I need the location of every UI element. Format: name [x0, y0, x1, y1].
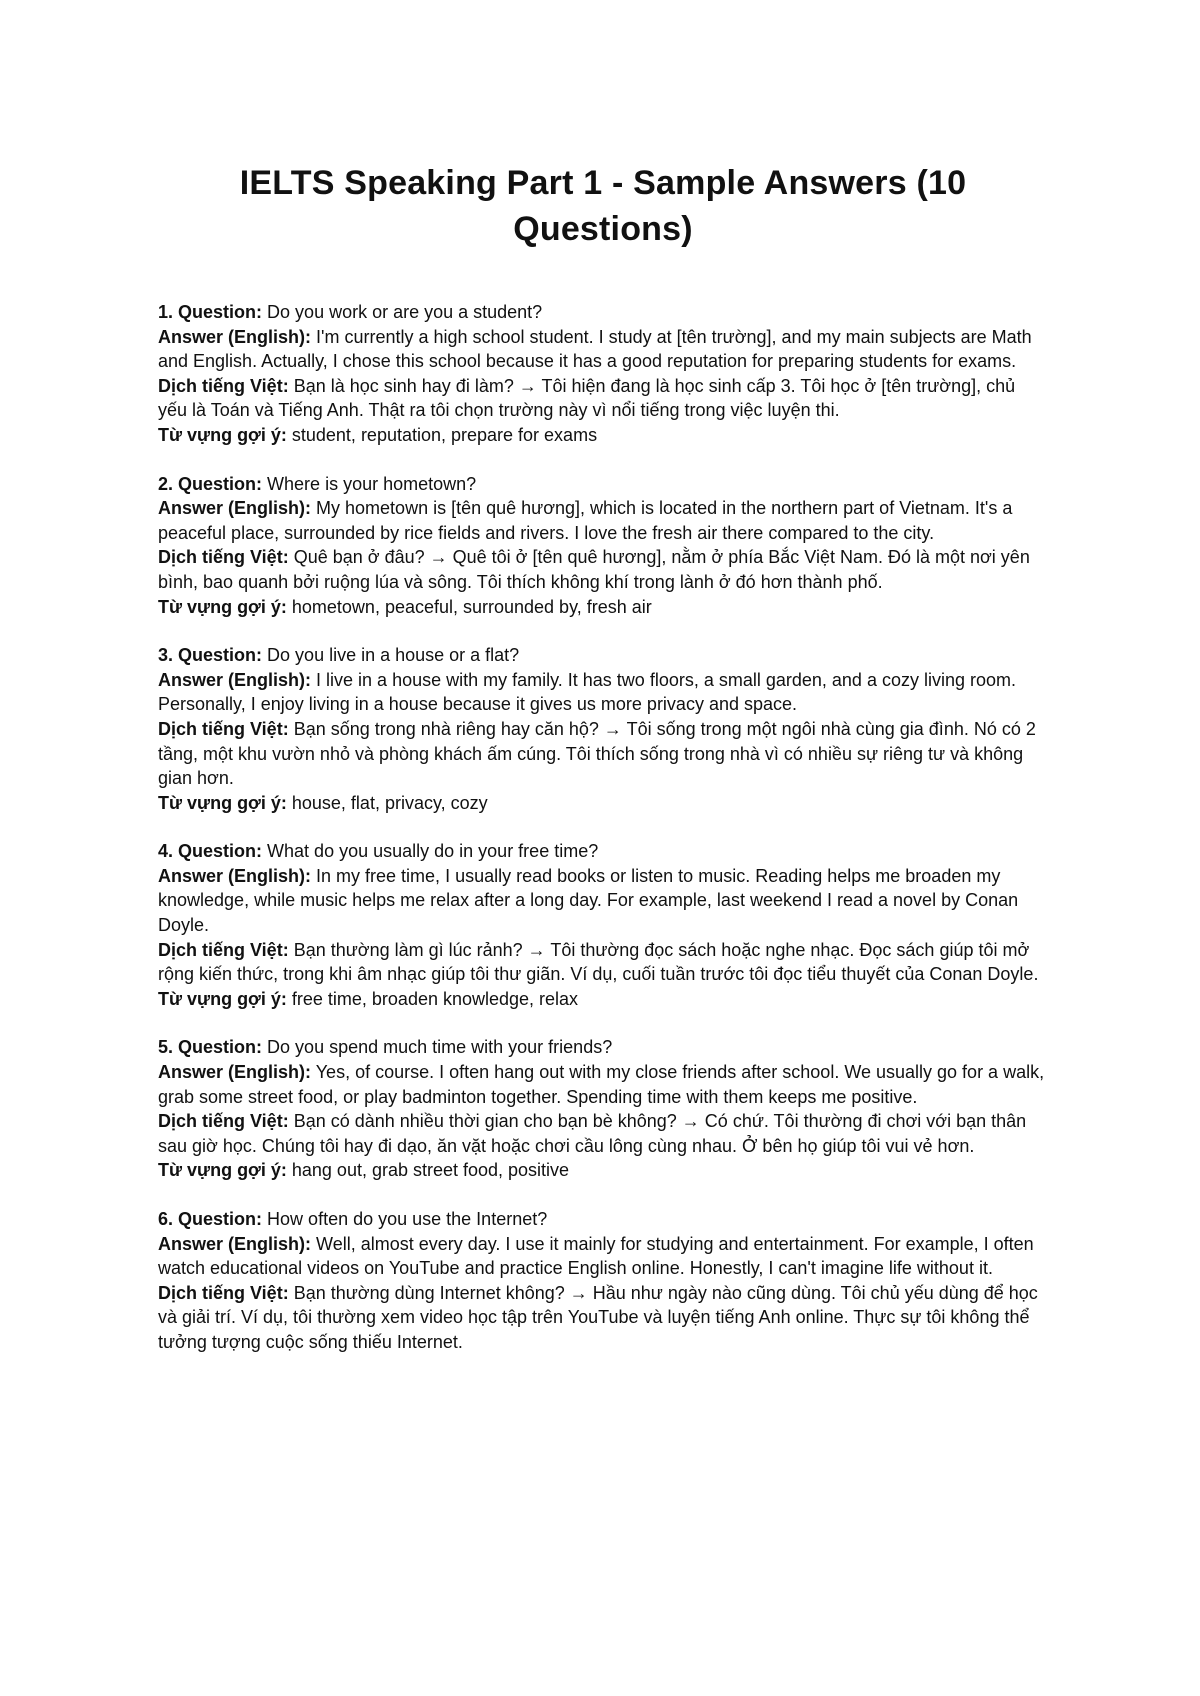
vocab-line: [158, 423, 1048, 448]
answer-text: Well, almost every day. I use it mainly for studying and entertainment. For example, I often watch educational videos on YouTube and practice English online. Honestly, I can't imagine life without it.: [158, 1233, 1034, 1279]
vocab-label: Từ vựng gợi ý:: [158, 1160, 287, 1181]
question-label: Question:: [178, 645, 263, 666]
vocab-text: hang out, grab street food, positive: [291, 1160, 570, 1181]
vocab-label: Từ vựng gợi ý:: [158, 988, 287, 1009]
translation-text: Quê bạn ở đâu? → Quê tôi ở [tên quê hương], nằm ở phía Bắc Việt Nam. Đó là một nơi yên bình, bao quanh bởi ruộng lúa và sông. Tôi thích không khí trong lành ở đó hơn thành phố.: [158, 547, 1030, 592]
vocab-line: [158, 987, 1048, 1012]
translation-line: [158, 1109, 1048, 1158]
qa-item: [158, 1207, 1048, 1355]
question-number: 4.: [158, 841, 174, 862]
qa-item: [158, 1035, 1048, 1183]
answer-line: [158, 325, 1048, 374]
answer-label: Answer (English):: [158, 669, 312, 690]
translation-text: Bạn sống trong nhà riêng hay căn hộ? → Tôi sống trong một ngôi nhà cùng gia đình. Nó có 2 tầng, một khu vườn nhỏ và phòng khách ấm cúng. Tôi thích sống trong nhà vì có nhiều sự riêng tư và không gian hơn.: [158, 718, 1036, 789]
answer-line: [158, 864, 1048, 938]
vocab-text: hometown, peaceful, surrounded by, fresh air: [291, 596, 652, 617]
translation-line: [158, 1281, 1048, 1355]
vocab-text: house, flat, privacy, cozy: [291, 792, 488, 813]
translation-line: [158, 374, 1048, 423]
vocab-label: Từ vựng gợi ý:: [158, 792, 287, 813]
vocab-label: Từ vựng gợi ý:: [158, 424, 287, 445]
question-line: [158, 1035, 1048, 1060]
question-line: [158, 643, 1048, 668]
question-text: Do you spend much time with your friends?: [267, 1037, 613, 1058]
answer-line: [158, 1232, 1048, 1281]
question-label: Question:: [178, 302, 263, 322]
translation-label: Dịch tiếng Việt:: [158, 1111, 289, 1132]
translation-label: Dịch tiếng Việt:: [158, 1282, 289, 1303]
translation-line: [158, 938, 1048, 987]
answer-label: Answer (English):: [158, 865, 312, 886]
question-line: [158, 1207, 1048, 1232]
vocab-line: [158, 791, 1048, 816]
answer-line: [158, 668, 1048, 717]
question-line: [158, 839, 1048, 864]
question-number: 2.: [158, 473, 174, 494]
question-text: Do you live in a house or a flat?: [267, 645, 520, 666]
answer-label: Answer (English):: [158, 498, 312, 519]
document-title: IELTS Speaking Part 1 - Sample Answers (10 Questions): [239, 164, 967, 248]
translation-label: Dịch tiếng Việt:: [158, 939, 289, 960]
question-text: Do you work or are you a student?: [267, 302, 543, 322]
answer-text: Yes, of course. I often hang out with my close friends after school. We usually go for a walk, grab some street food, or play badminton together. Spending time with them keeps me positive.: [158, 1062, 1045, 1107]
question-text: How often do you use the Internet?: [267, 1209, 548, 1229]
translation-line: [158, 545, 1048, 594]
question-label: Question:: [178, 473, 263, 494]
qa-item: [158, 472, 1048, 620]
translation-line: [158, 717, 1048, 791]
answer-label: Answer (English):: [158, 1062, 312, 1083]
qa-item: [158, 300, 1048, 448]
question-text: What do you usually do in your free time?: [267, 841, 599, 862]
translation-label: Dịch tiếng Việt:: [158, 718, 289, 739]
translation-text: Bạn là học sinh hay đi làm? → Tôi hiện đang là học sinh cấp 3. Tôi học ở [tên trường], chủ yếu là Toán và Tiếng Anh. Thật ra tôi chọn trường này vì nổi tiếng trong việc luyện thi.: [158, 375, 1016, 421]
question-number: 5.: [158, 1037, 174, 1058]
qa-item: [158, 839, 1048, 1011]
question-line: [158, 472, 1048, 497]
question-label: Question:: [178, 841, 263, 862]
translation-label: Dịch tiếng Việt:: [158, 547, 289, 568]
answer-text: I'm currently a high school student. I study at [tên trường], and my main subjects are Math and English. Actually, I chose this school because it has a good reputation for preparing students for exams.: [158, 326, 1032, 372]
question-line: [158, 300, 1048, 325]
answer-text: My hometown is [tên quê hương], which is located in the northern part of Vietnam. It's a peaceful place, surrounded by rice fields and rivers. I love the fresh air there compared to the city.: [158, 498, 1013, 543]
translation-text: Bạn có dành nhiều thời gian cho bạn bè không? → Có chứ. Tôi thường đi chơi với bạn thân sau giờ học. Chúng tôi hay đi dạo, ăn vặt hoặc chơi cầu lông cùng nhau. Ở bên họ giúp tôi vui vẻ hơn.: [158, 1111, 1027, 1156]
question-text: Where is your hometown?: [267, 473, 477, 494]
question-label: Question:: [178, 1209, 263, 1229]
qa-item: [158, 643, 1048, 815]
vocab-label: Từ vựng gợi ý:: [158, 596, 287, 617]
answer-line: [158, 1060, 1048, 1109]
vocab-line: [158, 1158, 1048, 1183]
answer-text: In my free time, I usually read books or listen to music. Reading helps me broaden my knowledge, while music helps me relax after a long day. For example, last weekend I read a novel by Conan Doyle.: [158, 865, 1019, 936]
question-number: 3.: [158, 645, 174, 666]
answer-label: Answer (English):: [158, 326, 312, 347]
answer-label: Answer (English):: [158, 1233, 312, 1254]
document-page: [158, 160, 1048, 1379]
vocab-text: free time, broaden knowledge, relax: [291, 988, 579, 1009]
question-label: Question:: [178, 1037, 263, 1058]
vocab-text: student, reputation, prepare for exams: [291, 424, 598, 445]
answer-text: I live in a house with my family. It has two floors, a small garden, and a cozy living room. Personally, I enjoy living in a house because it gives us more privacy and space.: [158, 669, 1016, 715]
question-number: 6.: [158, 1209, 174, 1229]
vocab-line: [158, 595, 1048, 620]
question-number: 1.: [158, 302, 174, 322]
translation-label: Dịch tiếng Việt:: [158, 375, 289, 396]
translation-text: Bạn thường dùng Internet không? → Hầu như ngày nào cũng dùng. Tôi chủ yếu dùng để học và giải trí. Ví dụ, tôi thường xem video học tập trên YouTube và luyện tiếng Anh online. Thực sự tôi không thể tưởng tượng cuộc sống thiếu Internet.: [158, 1282, 1038, 1352]
answer-line: [158, 496, 1048, 545]
translation-text: Bạn thường làm gì lúc rảnh? → Tôi thường đọc sách hoặc nghe nhạc. Đọc sách giúp tôi mở rộng kiến thức, trong khi âm nhạc giúp tôi thư giãn. Ví dụ, cuối tuần trước tôi đọc tiểu thuyết của Conan Doyle.: [158, 939, 1039, 985]
